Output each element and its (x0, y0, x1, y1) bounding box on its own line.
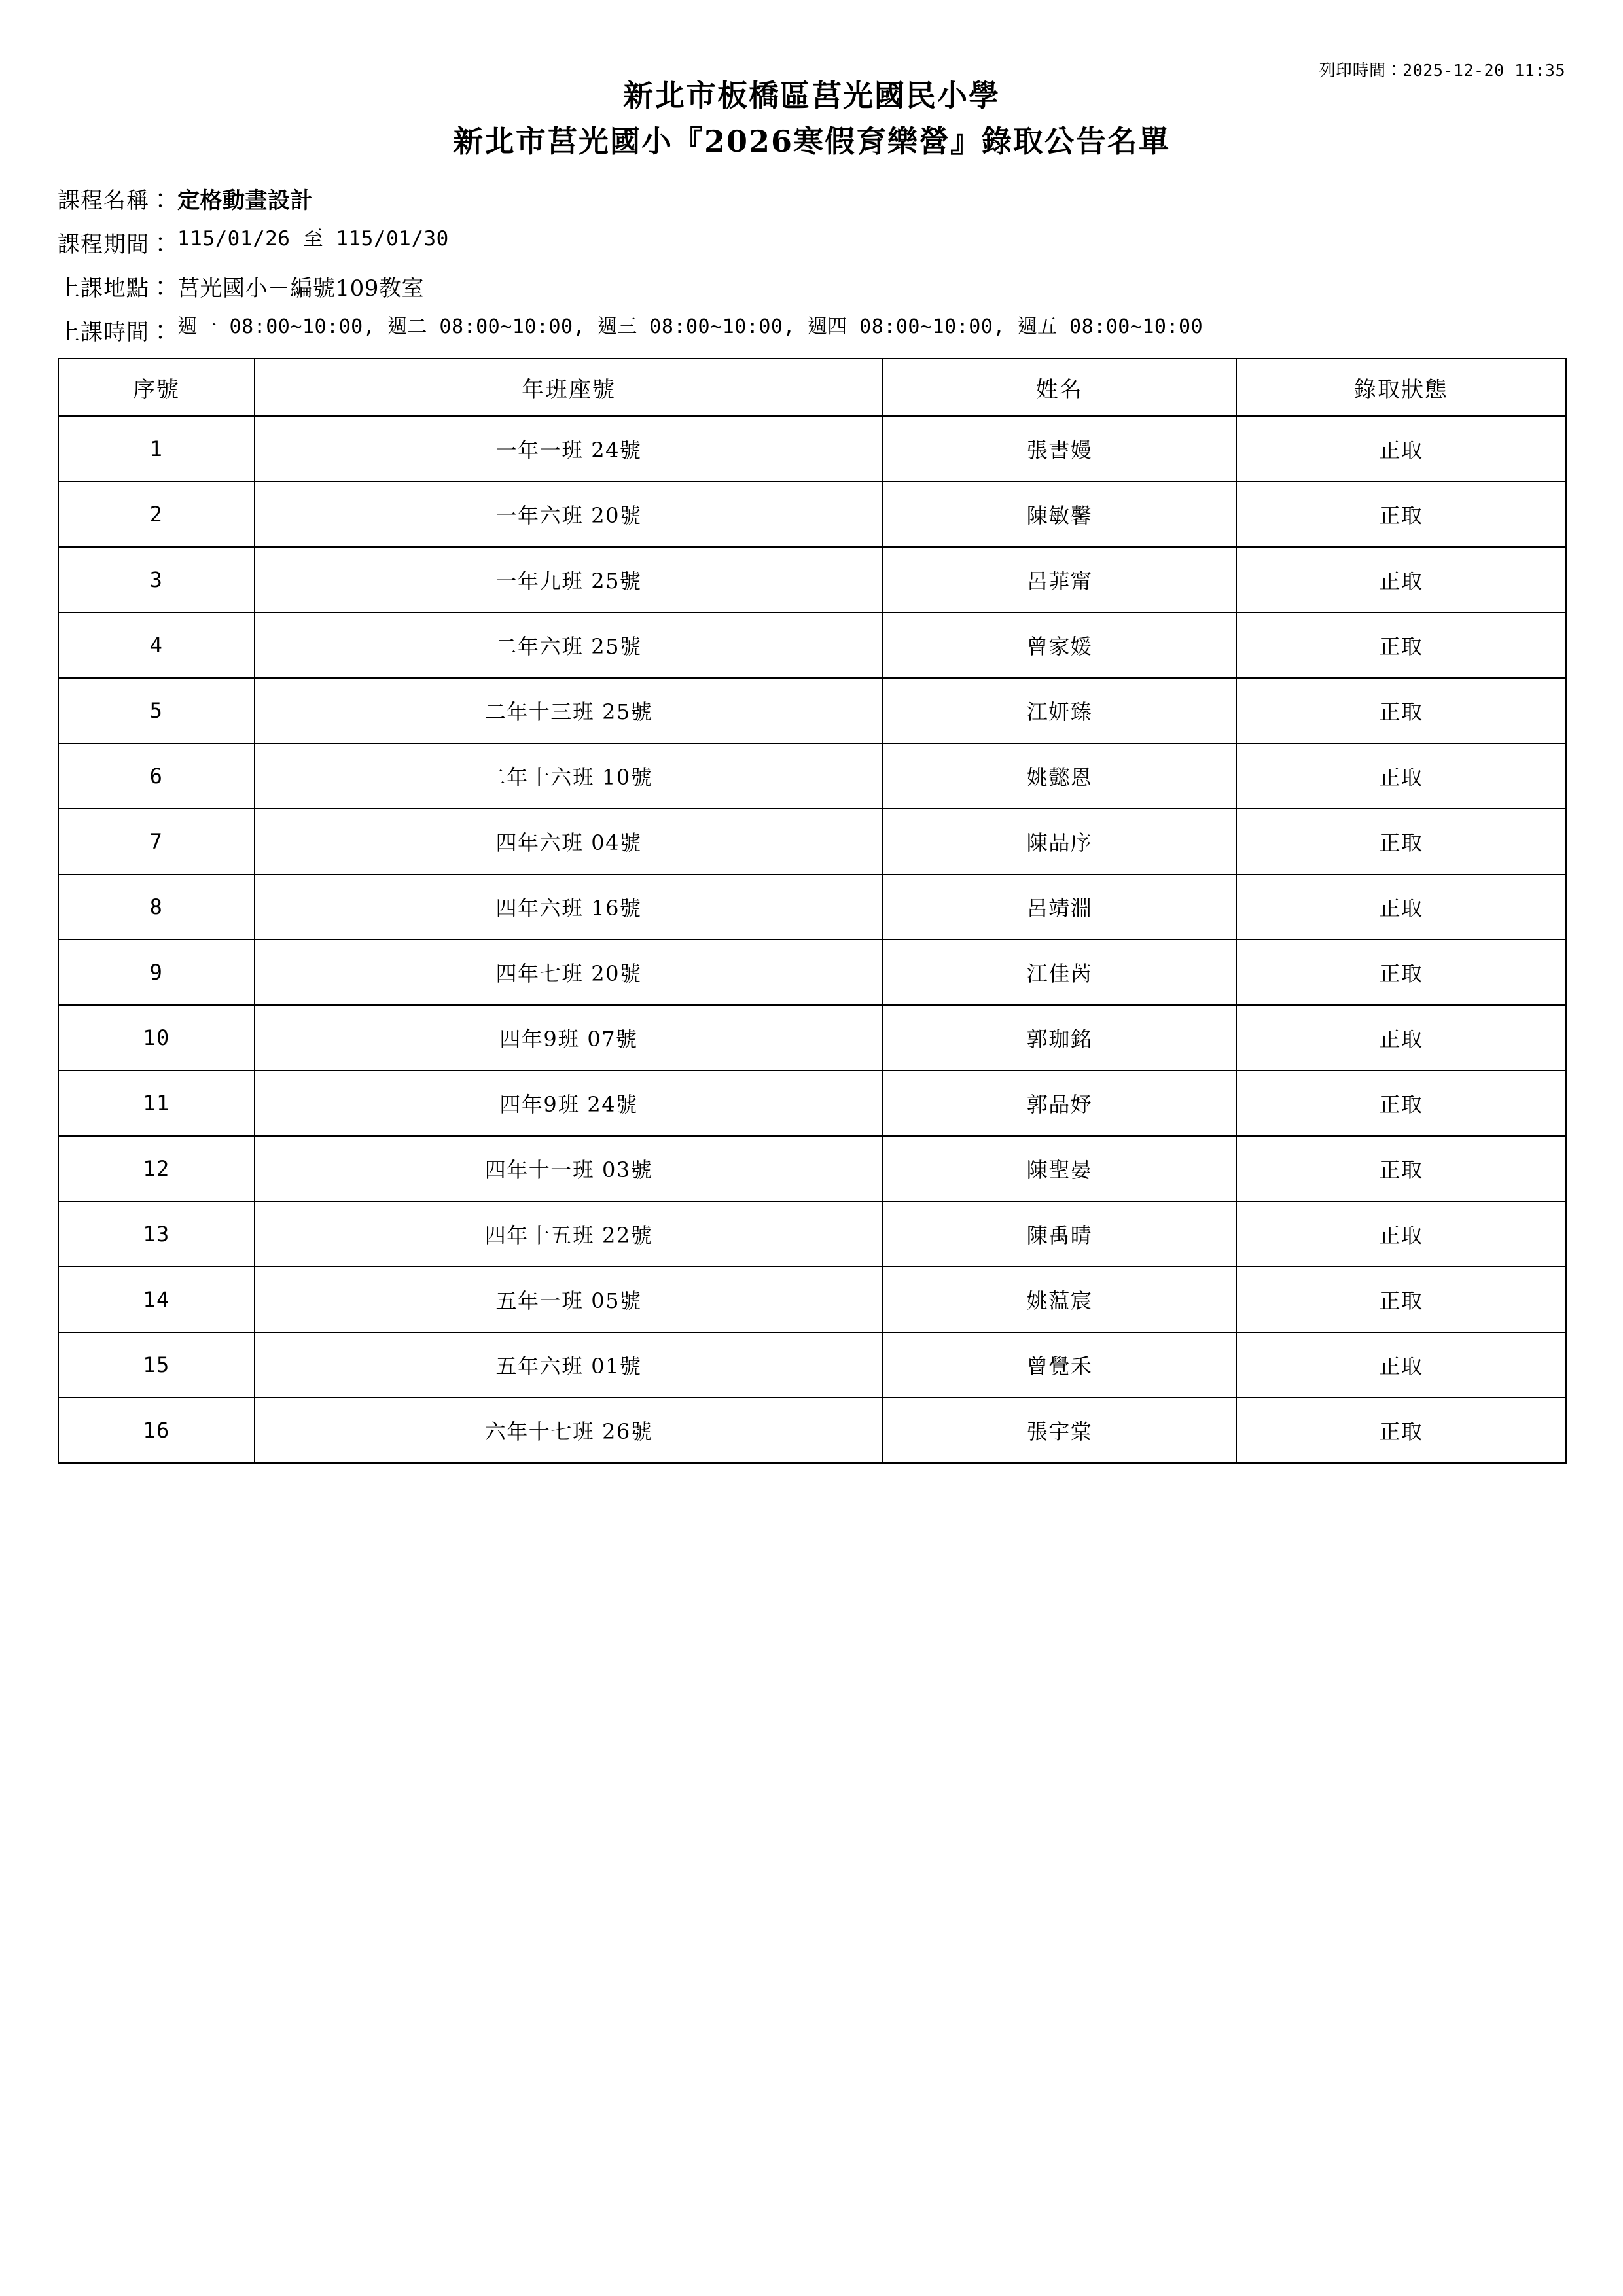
cell-class-seat: 二年十六班 10號 (255, 743, 883, 809)
table-row (58, 1332, 1566, 1398)
table-row (58, 1136, 1566, 1201)
table-row (58, 416, 1566, 482)
course-name-label: 課程名稱： (58, 188, 172, 214)
cell-status: 正取 (1236, 1267, 1566, 1332)
cell-class-seat: 五年六班 01號 (255, 1332, 883, 1398)
cell-status: 正取 (1236, 1398, 1566, 1463)
location-value: 莒光國小－編號109教室 (177, 275, 424, 302)
course-name-value: 定格動畫設計 (177, 188, 313, 214)
table-row (58, 612, 1566, 678)
cell-class-seat: 四年十五班 22號 (255, 1201, 883, 1267)
cell-name: 陳敏馨 (883, 482, 1236, 547)
print-timestamp: 列印時間：2025-12-20 11:35 (1319, 61, 1565, 80)
cell-status: 正取 (1236, 1332, 1566, 1398)
school-name: 新北市板橋區莒光國民小學 (623, 78, 1000, 113)
cell-name: 江佳芮 (883, 940, 1236, 1005)
cell-name: 張宇棠 (883, 1398, 1236, 1463)
cell-index: 10 (58, 1005, 255, 1070)
cell-index: 11 (58, 1070, 255, 1136)
table-row (58, 1398, 1566, 1463)
column-header-name: 姓名 (883, 359, 1236, 416)
cell-class-seat: 四年9班 24號 (255, 1070, 883, 1136)
cell-status: 正取 (1236, 416, 1566, 482)
cell-index: 4 (58, 612, 255, 678)
cell-class-seat: 一年一班 24號 (255, 416, 883, 482)
cell-status: 正取 (1236, 940, 1566, 1005)
cell-index: 14 (58, 1267, 255, 1332)
table-row (58, 1005, 1566, 1070)
table-row (58, 1267, 1566, 1332)
course-period-label: 課程期間： (58, 232, 172, 258)
cell-name: 曾家媛 (883, 612, 1236, 678)
column-header-status: 錄取狀態 (1236, 359, 1566, 416)
cell-status: 正取 (1236, 612, 1566, 678)
table-row (58, 1070, 1566, 1136)
cell-index: 12 (58, 1136, 255, 1201)
course-period-row (58, 226, 1565, 258)
location-row (58, 270, 1565, 302)
table-row (58, 874, 1566, 940)
cell-class-seat: 一年六班 20號 (255, 482, 883, 547)
location-label: 上課地點： (58, 275, 172, 302)
page-title: 新北市莒光國小『2026寒假育樂營』錄取公告名單 (452, 123, 1171, 159)
cell-class-seat: 一年九班 25號 (255, 547, 883, 612)
course-name-row (58, 183, 1565, 215)
cell-name: 呂靖淵 (883, 874, 1236, 940)
cell-index: 3 (58, 547, 255, 612)
cell-name: 郭珈銘 (883, 1005, 1236, 1070)
cell-class-seat: 四年六班 04號 (255, 809, 883, 874)
cell-class-seat: 六年十七班 26號 (255, 1398, 883, 1463)
cell-status: 正取 (1236, 547, 1566, 612)
table-row (58, 1201, 1566, 1267)
cell-index: 2 (58, 482, 255, 547)
cell-class-seat: 四年七班 20號 (255, 940, 883, 1005)
cell-class-seat: 四年9班 07號 (255, 1005, 883, 1070)
column-header-class-seat: 年班座號 (255, 359, 883, 416)
cell-name: 曾覺禾 (883, 1332, 1236, 1398)
cell-name: 江妍臻 (883, 678, 1236, 743)
cell-name: 呂菲甯 (883, 547, 1236, 612)
cell-status: 正取 (1236, 1005, 1566, 1070)
cell-status: 正取 (1236, 482, 1566, 547)
cell-name: 陳禹晴 (883, 1201, 1236, 1267)
cell-class-seat: 五年一班 05號 (255, 1267, 883, 1332)
cell-name: 郭品妤 (883, 1070, 1236, 1136)
table-row (58, 940, 1566, 1005)
cell-index: 9 (58, 940, 255, 1005)
cell-class-seat: 二年六班 25號 (255, 612, 883, 678)
class-time-row (58, 314, 1565, 346)
cell-status: 正取 (1236, 1070, 1566, 1136)
cell-index: 13 (58, 1201, 255, 1267)
cell-class-seat: 四年六班 16號 (255, 874, 883, 940)
cell-status: 正取 (1236, 678, 1566, 743)
table-row (58, 547, 1566, 612)
class-time-label: 上課時間： (58, 319, 172, 345)
cell-status: 正取 (1236, 743, 1566, 809)
cell-status: 正取 (1236, 1136, 1566, 1201)
cell-name: 姚蕰宸 (883, 1267, 1236, 1332)
cell-index: 6 (58, 743, 255, 809)
course-period-value: 115/01/26 至 115/01/30 (177, 227, 449, 251)
cell-status: 正取 (1236, 1201, 1566, 1267)
cell-index: 15 (58, 1332, 255, 1398)
cell-index: 5 (58, 678, 255, 743)
cell-index: 16 (58, 1398, 255, 1463)
cell-name: 陳品序 (883, 809, 1236, 874)
roster-table (58, 358, 1567, 1464)
table-row (58, 743, 1566, 809)
roster-table-body (58, 416, 1566, 1463)
cell-index: 1 (58, 416, 255, 482)
table-row (58, 678, 1566, 743)
column-header-index: 序號 (58, 359, 255, 416)
cell-status: 正取 (1236, 809, 1566, 874)
cell-name: 張書嫚 (883, 416, 1236, 482)
cell-status: 正取 (1236, 874, 1566, 940)
table-header-row (58, 359, 1566, 416)
course-info-block (58, 183, 1565, 346)
cell-class-seat: 二年十三班 25號 (255, 678, 883, 743)
cell-name: 姚懿恩 (883, 743, 1236, 809)
table-row (58, 809, 1566, 874)
table-row (58, 482, 1566, 547)
cell-index: 7 (58, 809, 255, 874)
cell-name: 陳聖晏 (883, 1136, 1236, 1201)
cell-class-seat: 四年十一班 03號 (255, 1136, 883, 1201)
cell-index: 8 (58, 874, 255, 940)
class-time-value: 週一 08:00~10:00, 週二 08:00~10:00, 週三 08:00~10:00, 週四 08:00~10:00, 週五 08:00~10:00 (177, 315, 1204, 338)
